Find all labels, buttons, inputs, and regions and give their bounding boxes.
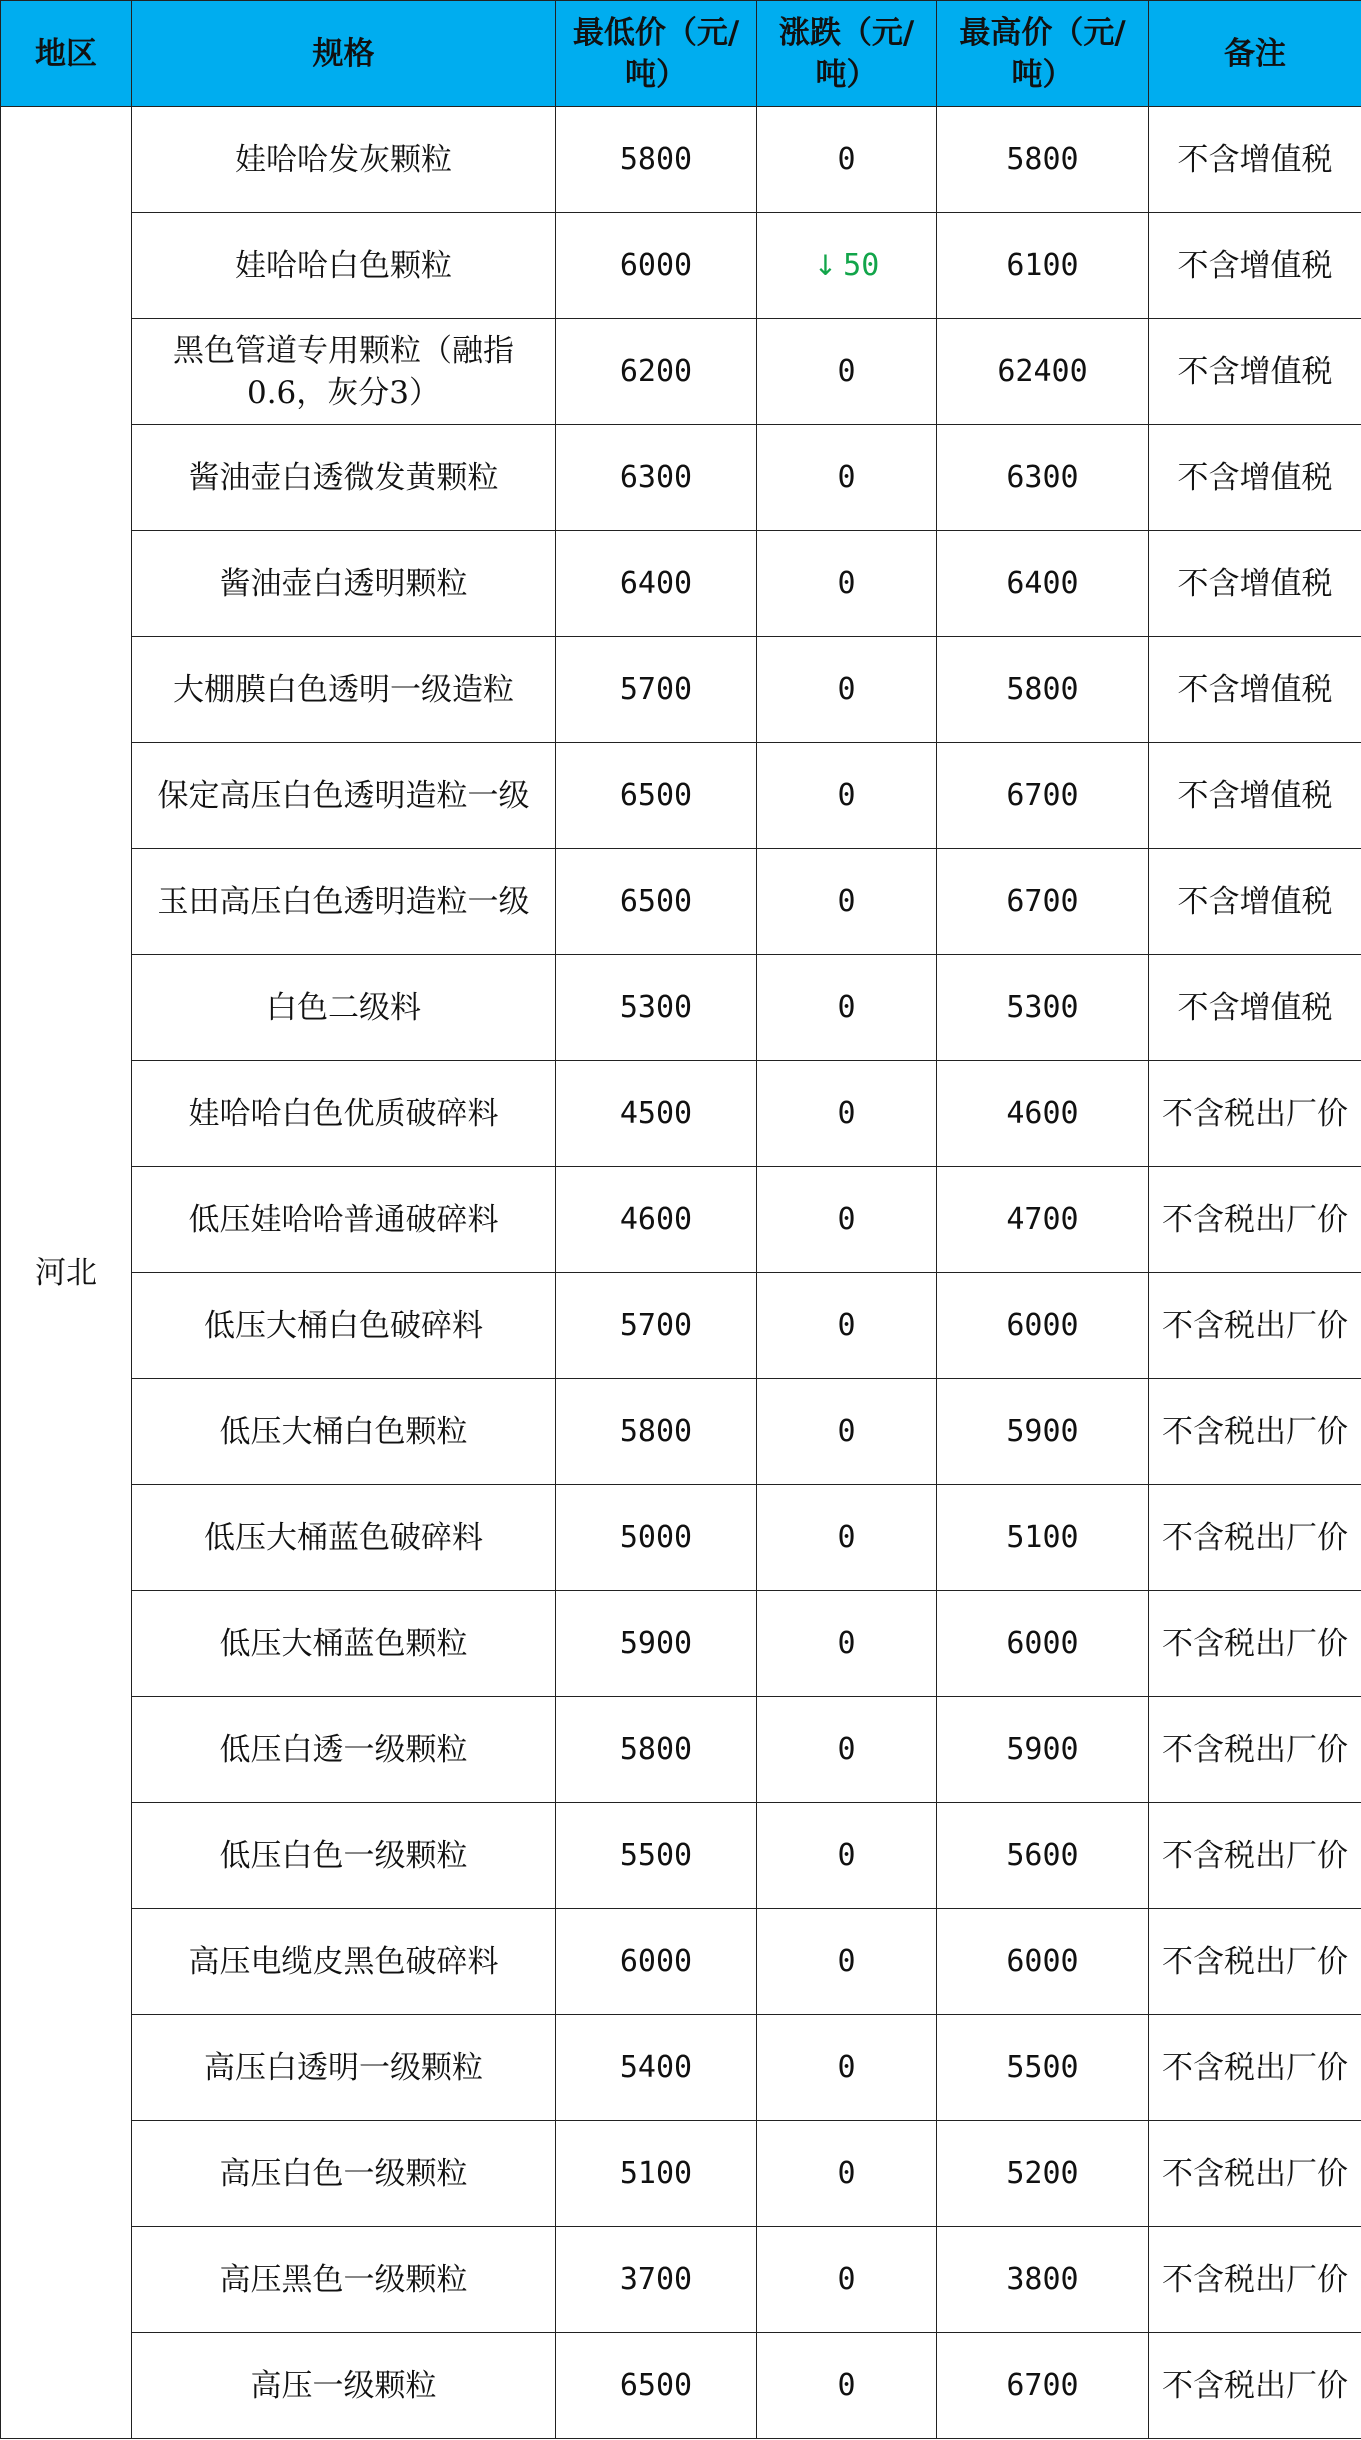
- note-cell: 不含税出厂价: [1149, 2227, 1361, 2333]
- table-row: [1, 531, 1361, 637]
- spec-cell: 低压娃哈哈普通破碎料: [132, 1167, 556, 1273]
- spec-cell: 娃哈哈发灰颗粒: [132, 107, 556, 213]
- spec-cell: 低压大桶白色破碎料: [132, 1273, 556, 1379]
- change-cell: 0: [757, 425, 937, 531]
- low-price-cell: 5800: [556, 1697, 757, 1803]
- change-cell: 0: [757, 1591, 937, 1697]
- note-cell: 不含税出厂价: [1149, 1485, 1361, 1591]
- table-row: [1, 955, 1361, 1061]
- spec-cell: 娃哈哈白色优质破碎料: [132, 1061, 556, 1167]
- low-price-cell: 5100: [556, 2121, 757, 2227]
- note-cell: 不含税出厂价: [1149, 1061, 1361, 1167]
- high-price-cell: 5500: [937, 2015, 1149, 2121]
- spec-cell: 酱油壶白透微发黄颗粒: [132, 425, 556, 531]
- change-cell: [757, 213, 937, 319]
- note-cell: 不含税出厂价: [1149, 1273, 1361, 1379]
- low-price-cell: 6300: [556, 425, 757, 531]
- note-cell: 不含税出厂价: [1149, 1697, 1361, 1803]
- high-price-cell: 6000: [937, 1591, 1149, 1697]
- high-price-cell: 5300: [937, 955, 1149, 1061]
- low-price-cell: 6500: [556, 2333, 757, 2439]
- change-cell: 0: [757, 2015, 937, 2121]
- note-cell: 不含增值税: [1149, 637, 1361, 743]
- spec-cell: 低压白透一级颗粒: [132, 1697, 556, 1803]
- spec-cell: 大棚膜白色透明一级造粒: [132, 637, 556, 743]
- spec-cell: 黑色管道专用颗粒（融指0.6，灰分3）: [132, 319, 556, 425]
- header-high-price: 最高价（元/吨）: [937, 1, 1149, 107]
- spec-cell: 娃哈哈白色颗粒: [132, 213, 556, 319]
- note-cell: 不含增值税: [1149, 319, 1361, 425]
- change-cell: 0: [757, 107, 937, 213]
- note-cell: 不含增值税: [1149, 743, 1361, 849]
- high-price-cell: 62400: [937, 319, 1149, 425]
- high-price-cell: 6000: [937, 1273, 1149, 1379]
- high-price-cell: 3800: [937, 2227, 1149, 2333]
- spec-cell: 低压白色一级颗粒: [132, 1803, 556, 1909]
- table-row: [1, 1909, 1361, 2015]
- spec-cell: 保定高压白色透明造粒一级: [132, 743, 556, 849]
- low-price-cell: 6500: [556, 849, 757, 955]
- spec-cell: 高压白透明一级颗粒: [132, 2015, 556, 2121]
- change-cell: 0: [757, 531, 937, 637]
- high-price-cell: 5900: [937, 1379, 1149, 1485]
- spec-cell: 低压大桶蓝色破碎料: [132, 1485, 556, 1591]
- spec-cell: 低压大桶白色颗粒: [132, 1379, 556, 1485]
- header-region: 地区: [1, 1, 132, 107]
- high-price-cell: 6700: [937, 2333, 1149, 2439]
- low-price-cell: 6400: [556, 531, 757, 637]
- change-cell: 0: [757, 1485, 937, 1591]
- spec-cell: 高压一级颗粒: [132, 2333, 556, 2439]
- table-row: [1, 2333, 1361, 2439]
- spec-cell: 低压大桶蓝色颗粒: [132, 1591, 556, 1697]
- low-price-cell: 5700: [556, 1273, 757, 1379]
- table-row: [1, 1379, 1361, 1485]
- high-price-cell: 5800: [937, 107, 1149, 213]
- table-row: [1, 1061, 1361, 1167]
- table-row: [1, 107, 1361, 213]
- table-row: [1, 1167, 1361, 1273]
- note-cell: 不含税出厂价: [1149, 2333, 1361, 2439]
- note-cell: 不含增值税: [1149, 849, 1361, 955]
- low-price-cell: 5400: [556, 2015, 757, 2121]
- table-row: [1, 2015, 1361, 2121]
- note-cell: 不含税出厂价: [1149, 1909, 1361, 2015]
- table-row: [1, 1697, 1361, 1803]
- note-cell: 不含税出厂价: [1149, 1167, 1361, 1273]
- table-row: [1, 213, 1361, 319]
- high-price-cell: 6700: [937, 743, 1149, 849]
- low-price-cell: 5000: [556, 1485, 757, 1591]
- high-price-cell: 6000: [937, 1909, 1149, 2015]
- table-row: [1, 637, 1361, 743]
- note-cell: 不含增值税: [1149, 107, 1361, 213]
- table-row: [1, 2227, 1361, 2333]
- change-cell: 0: [757, 1379, 937, 1485]
- change-cell: 0: [757, 2121, 937, 2227]
- header-row: [1, 1, 1361, 107]
- note-cell: 不含税出厂价: [1149, 2015, 1361, 2121]
- change-value: 50: [843, 247, 880, 283]
- low-price-cell: 5900: [556, 1591, 757, 1697]
- table-row: [1, 319, 1361, 425]
- region-cell: 河北: [1, 107, 132, 2439]
- note-cell: 不含税出厂价: [1149, 2121, 1361, 2227]
- note-cell: 不含增值税: [1149, 955, 1361, 1061]
- spec-cell: 白色二级料: [132, 955, 556, 1061]
- note-cell: 不含税出厂价: [1149, 1803, 1361, 1909]
- high-price-cell: 5100: [937, 1485, 1149, 1591]
- change-cell: 0: [757, 955, 937, 1061]
- low-price-cell: 5500: [556, 1803, 757, 1909]
- high-price-cell: 6100: [937, 213, 1149, 319]
- table-row: [1, 1803, 1361, 1909]
- low-price-cell: 3700: [556, 2227, 757, 2333]
- spec-cell: 高压黑色一级颗粒: [132, 2227, 556, 2333]
- high-price-cell: 6300: [937, 425, 1149, 531]
- table-row: [1, 743, 1361, 849]
- low-price-cell: 6200: [556, 319, 757, 425]
- table-row: [1, 1273, 1361, 1379]
- note-cell: 不含增值税: [1149, 425, 1361, 531]
- table-row: [1, 849, 1361, 955]
- low-price-cell: 5300: [556, 955, 757, 1061]
- note-cell: 不含税出厂价: [1149, 1591, 1361, 1697]
- table-row: [1, 1485, 1361, 1591]
- change-cell: 0: [757, 1909, 937, 2015]
- change-cell: 0: [757, 1167, 937, 1273]
- spec-cell: 高压电缆皮黑色破碎料: [132, 1909, 556, 2015]
- change-cell: 0: [757, 1697, 937, 1803]
- high-price-cell: 5900: [937, 1697, 1149, 1803]
- low-price-cell: 5800: [556, 1379, 757, 1485]
- low-price-cell: 5800: [556, 107, 757, 213]
- header-change: 涨跌（元/吨）: [757, 1, 937, 107]
- table-row: [1, 2121, 1361, 2227]
- high-price-cell: 6700: [937, 849, 1149, 955]
- high-price-cell: 5600: [937, 1803, 1149, 1909]
- change-cell: 0: [757, 1061, 937, 1167]
- change-cell: 0: [757, 1803, 937, 1909]
- change-cell: 0: [757, 2333, 937, 2439]
- table-row: [1, 425, 1361, 531]
- high-price-cell: 5800: [937, 637, 1149, 743]
- change-cell: 0: [757, 319, 937, 425]
- header-spec: 规格: [132, 1, 556, 107]
- change-cell: 0: [757, 743, 937, 849]
- low-price-cell: 6000: [556, 213, 757, 319]
- spec-cell: 酱油壶白透明颗粒: [132, 531, 556, 637]
- low-price-cell: 4500: [556, 1061, 757, 1167]
- change-cell: 0: [757, 2227, 937, 2333]
- low-price-cell: 6500: [556, 743, 757, 849]
- note-cell: 不含增值税: [1149, 531, 1361, 637]
- high-price-cell: 5200: [937, 2121, 1149, 2227]
- high-price-cell: 4600: [937, 1061, 1149, 1167]
- low-price-cell: 5700: [556, 637, 757, 743]
- table-row: [1, 1591, 1361, 1697]
- note-cell: 不含税出厂价: [1149, 1379, 1361, 1485]
- change-cell: 0: [757, 637, 937, 743]
- high-price-cell: 4700: [937, 1167, 1149, 1273]
- down-arrow-icon: ↓: [813, 248, 838, 282]
- low-price-cell: 6000: [556, 1909, 757, 2015]
- spec-cell: 高压白色一级颗粒: [132, 2121, 556, 2227]
- high-price-cell: 6400: [937, 531, 1149, 637]
- low-price-cell: 4600: [556, 1167, 757, 1273]
- note-cell: 不含增值税: [1149, 213, 1361, 319]
- header-low-price: 最低价（元/吨）: [556, 1, 757, 107]
- change-cell: 0: [757, 849, 937, 955]
- header-note: 备注: [1149, 1, 1361, 107]
- spec-cell: 玉田高压白色透明造粒一级: [132, 849, 556, 955]
- change-cell: 0: [757, 1273, 937, 1379]
- table-body: [1, 107, 1361, 2439]
